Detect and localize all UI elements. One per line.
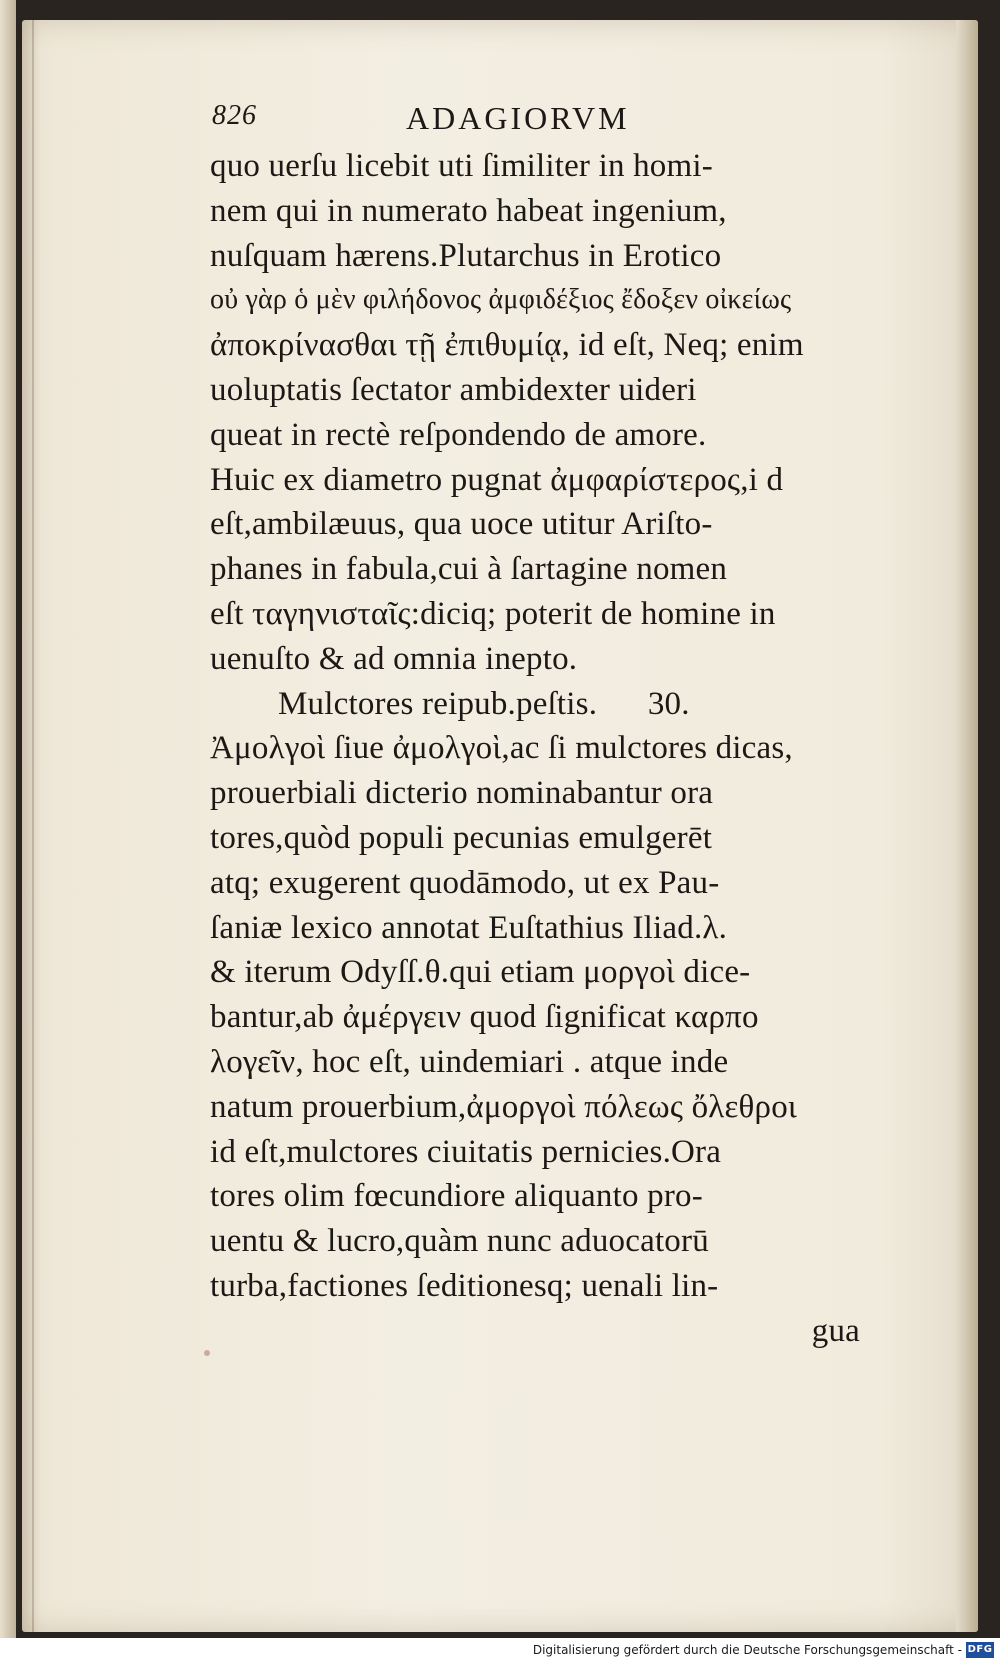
text-line: uentu & lucro,quàm nunc aduocatorū (210, 1223, 709, 1260)
text-line: nuſquam hærens.Plutarchus in Erotico (210, 237, 722, 274)
catchword: gua (811, 1312, 860, 1349)
text-line: phanes in fabula,cui à ſartagine nomen (210, 551, 728, 588)
text-line: uenuſto & ad omnia inepto. (210, 640, 578, 677)
funding-credit: Digitalisierung gefördert durch die Deutsche Forschungsgemeinschaft - (532, 1643, 962, 1657)
text-line: eſt,ambilæuus, qua uoce utitur Ariſto- (210, 506, 713, 543)
text-line: λογεῖν, hoc eſt, uindemiari . atque inde (210, 1043, 729, 1080)
page-edge (956, 20, 978, 1632)
text-line: nem qui in numerato habeat ingenium, (210, 192, 727, 229)
text-line: eſt ταγηνισταῖς:diciq; poterit de homine in (210, 595, 776, 632)
text-line: atq; exugerent quodāmodo, ut ex Pau- (210, 864, 720, 901)
text-line: tores olim fœcundiore aliquanto pro- (210, 1178, 703, 1215)
text-block (210, 98, 880, 1354)
page-binding-shadow (32, 20, 34, 1632)
text-line: natum prouerbium,ἀμοργοὶ πόλεως ὄλεθροι (210, 1088, 797, 1125)
running-title: ADAGIORVM (406, 100, 630, 136)
page-header (210, 98, 880, 144)
body-text (210, 144, 880, 1354)
text-line: tores,quòd populi pecunias emulgerēt (210, 819, 713, 856)
footer-bar (0, 1638, 1000, 1664)
text-line: queat in rectè reſpondendo de amore. (210, 416, 707, 453)
text-line: οὐ γὰρ ὁ μὲν φιλήδονος ἀμφιδέξιος ἔδοξεν οἰκείως (210, 284, 792, 316)
page-number: 826 (212, 100, 257, 131)
text-line: ἀποκρίνασθαι τῇ ἐπιθυμίᾳ, id eſt, Neq; enim (210, 327, 804, 364)
text-line: & iterum Odyſſ.θ.qui etiam μοργοὶ dice- (210, 954, 751, 991)
dfg-logo: DFG (966, 1642, 994, 1658)
text-line: quo uerſu licebit uti ſimiliter in homi- (210, 148, 713, 184)
text-line: ſaniæ lexico annotat Euſtathius Iliad.λ. (210, 909, 728, 946)
text-line: uoluptatis ſectator ambidexter uideri (210, 371, 697, 408)
text-line: bantur,ab ἀμέργειν quod ſignificat καρπο (210, 999, 759, 1036)
text-line: id eſt,mulctores ciuitatis pernicies.Ora (210, 1133, 722, 1170)
text-line: Ἀμολγοὶ ſiue ἀμολγοὶ,ac ſi mulctores dicas, (210, 730, 793, 767)
adage-heading: Mulctores reipub.peſtis. 30. (278, 685, 690, 722)
text-line: turba,factiones ſeditionesq; uenali lin- (210, 1267, 719, 1304)
text-line: Huic ex diametro pugnat ἀμφαρίστερος,i d (210, 461, 784, 498)
text-line: prouerbiali dicterio nominabantur ora (210, 775, 714, 812)
